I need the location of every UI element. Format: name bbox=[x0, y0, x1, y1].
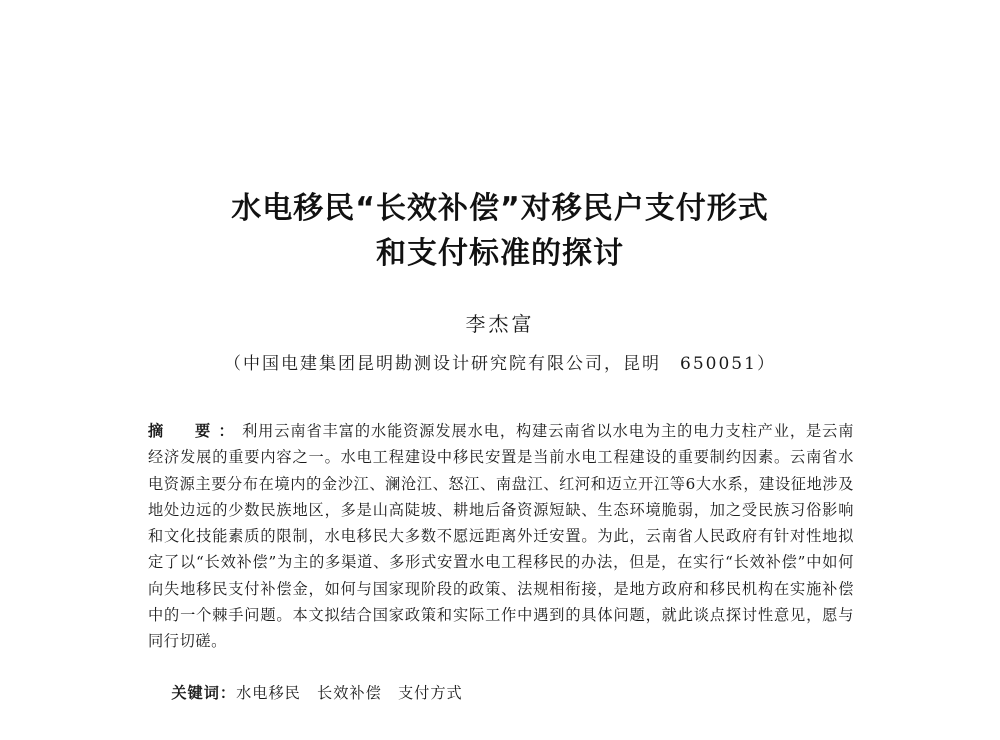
abstract bbox=[148, 418, 854, 655]
title-line-2: 和支付标准的探讨 bbox=[376, 236, 624, 271]
author-name: 李杰富 bbox=[465, 312, 535, 336]
title-line-1: 水电移民“长效补偿”对移民户支付形式 bbox=[231, 191, 769, 226]
keywords-text: 水电移民 长效补偿 支付方式 bbox=[236, 684, 463, 702]
abstract-text: 利用云南省丰富的水能资源发展水电，构建云南省以水电为主的电力支柱产业，是云南经济发展的重要内容之一。水电工程建设中移民安置是当前水电工程建设的重要制约因素。云南省水电资源主要分布在境内的金沙江、澜沧江、怒江、南盘江、红河和迈立开江等6大水系，建设征地涉及地处边远的少数民族地区，多是山高陡坡、耕地后备资源短缺、生态环境脆弱，加之受民族习俗影响和文化技能素质的限制，水电移民大多数不愿远距离外迁安置。为此，云南省人民政府有针对性地拟定了以“长效补偿”为主的多渠道、多形式安置水电工程移民的办法，但是，在实行“长效补偿”中如何向失地移民支付补偿金，如何与国家现阶段的政策、法规相衔接，是地方政府和移民机构在实施补偿中的一个棘手问题。本文拟结合国家政策和实际工作中遇到的具体问题，就此谈点探讨性意见，愿与同行切磋。 bbox=[148, 422, 855, 651]
keywords-label: 关键词： bbox=[171, 684, 237, 702]
keywords bbox=[148, 664, 854, 721]
abstract-label: 摘 要： bbox=[148, 422, 243, 440]
author-affiliation: （中国电建集团昆明勘测设计研究院有限公司，昆明 650051） bbox=[224, 354, 776, 374]
